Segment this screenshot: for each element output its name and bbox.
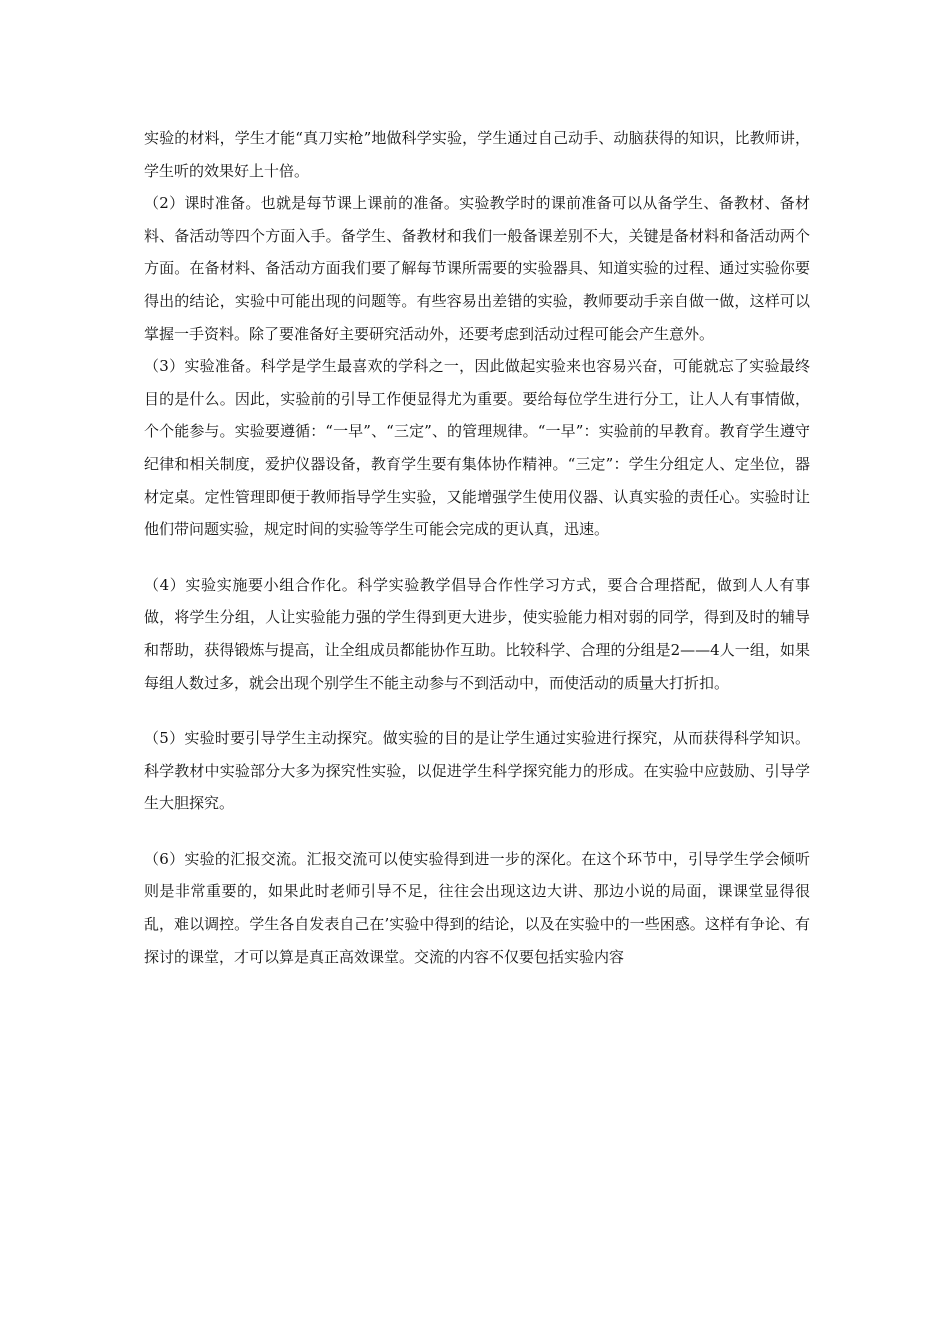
paragraph-experiment-preparation: （3）实验准备。科学是学生最喜欢的学科之一，因此做起实验来也容易兴奋，可能就忘了实验最终目的是什么。因此，实验前的引导工作便显得尤为重要。要给每位学生进行分工，让人人有事情做，个个能参与。实验要遵循：“一早”、“三定”、的管理规律。“一早”：实验前的早教育。教育学生遵守纪律和相关制度，爱护仪器设备，教育学生要有集体协作精神。“三定”：学生分组定人、定坐位，器材定桌。定性管理即便于教师指导学生实验，又能增强学生使用仪器、认真实验的责任心。实验时让他们带问题实验，规定时间的实验等学生可能会完成的更认真，迅速。	[144, 357, 810, 539]
paragraph-active-exploration: （5）实验时要引导学生主动探究。做实验的目的是让学生通过实验进行探究，从而获得科学知识。科学教材中实验部分大多为探究性实验，以促进学生科学探究能力的形成。在实验中应鼓励、引导学生大胆探究。	[144, 729, 810, 813]
paragraph-group-cooperation: （4）实验实施要小组合作化。科学实验教学倡导合作性学习方式，要合合理搭配，做到人人有事做，将学生分组，人让实验能力强的学生得到更大进步，使实验能力相对弱的同学，得到及时的辅导和帮助，获得锻炼与提高，让全组成员都能协作互助。比较科学、合理的分组是2——4人一组，如果每组人数过多，就会出现个别学生不能主动参与不到活动中，而使活动的质量大打折扣。	[144, 575, 810, 692]
paragraph-report-exchange: （6）实验的汇报交流。汇报交流可以使实验得到进一步的深化。在这个环节中，引导学生学会倾听则是非常重要的，如果此时老师引导不足，往往会出现这边大讲、那边小说的局面，课课堂显得很乱，难以调控。学生各自发表自己在’实验中得到的结论，以及在实验中的一些困惑。这样有争论、有探讨的课堂，才可以算是真正高效课堂。交流的内容不仅要包括实验内容	[144, 849, 810, 966]
paragraph-lesson-preparation: （2）课时准备。也就是每节课上课前的准备。实验教学时的课前准备可以从备学生、备教材、备材料、备活动等四个方面入手。备学生、备教材和我们一般备课差别不大，关键是备材料和备活动两个方面。在备材料、备活动方面我们要了解每节课所需要的实验器具、知道实验的过程、通过实验你要得出的结论，实验中可能出现的问题等。有些容易出差错的实验，教师要动手亲自做一做，这样可以掌握一手资料。除了要准备好主要研究活动外，还要考虑到活动过程可能会产生意外。	[144, 194, 810, 343]
document-page	[144, 122, 810, 973]
paragraph-materials: 实验的材料，学生才能“真刀实枪”地做科学实验，学生通过自己动手、动脑获得的知识，比教师讲，学生听的效果好上十倍。	[144, 129, 810, 180]
